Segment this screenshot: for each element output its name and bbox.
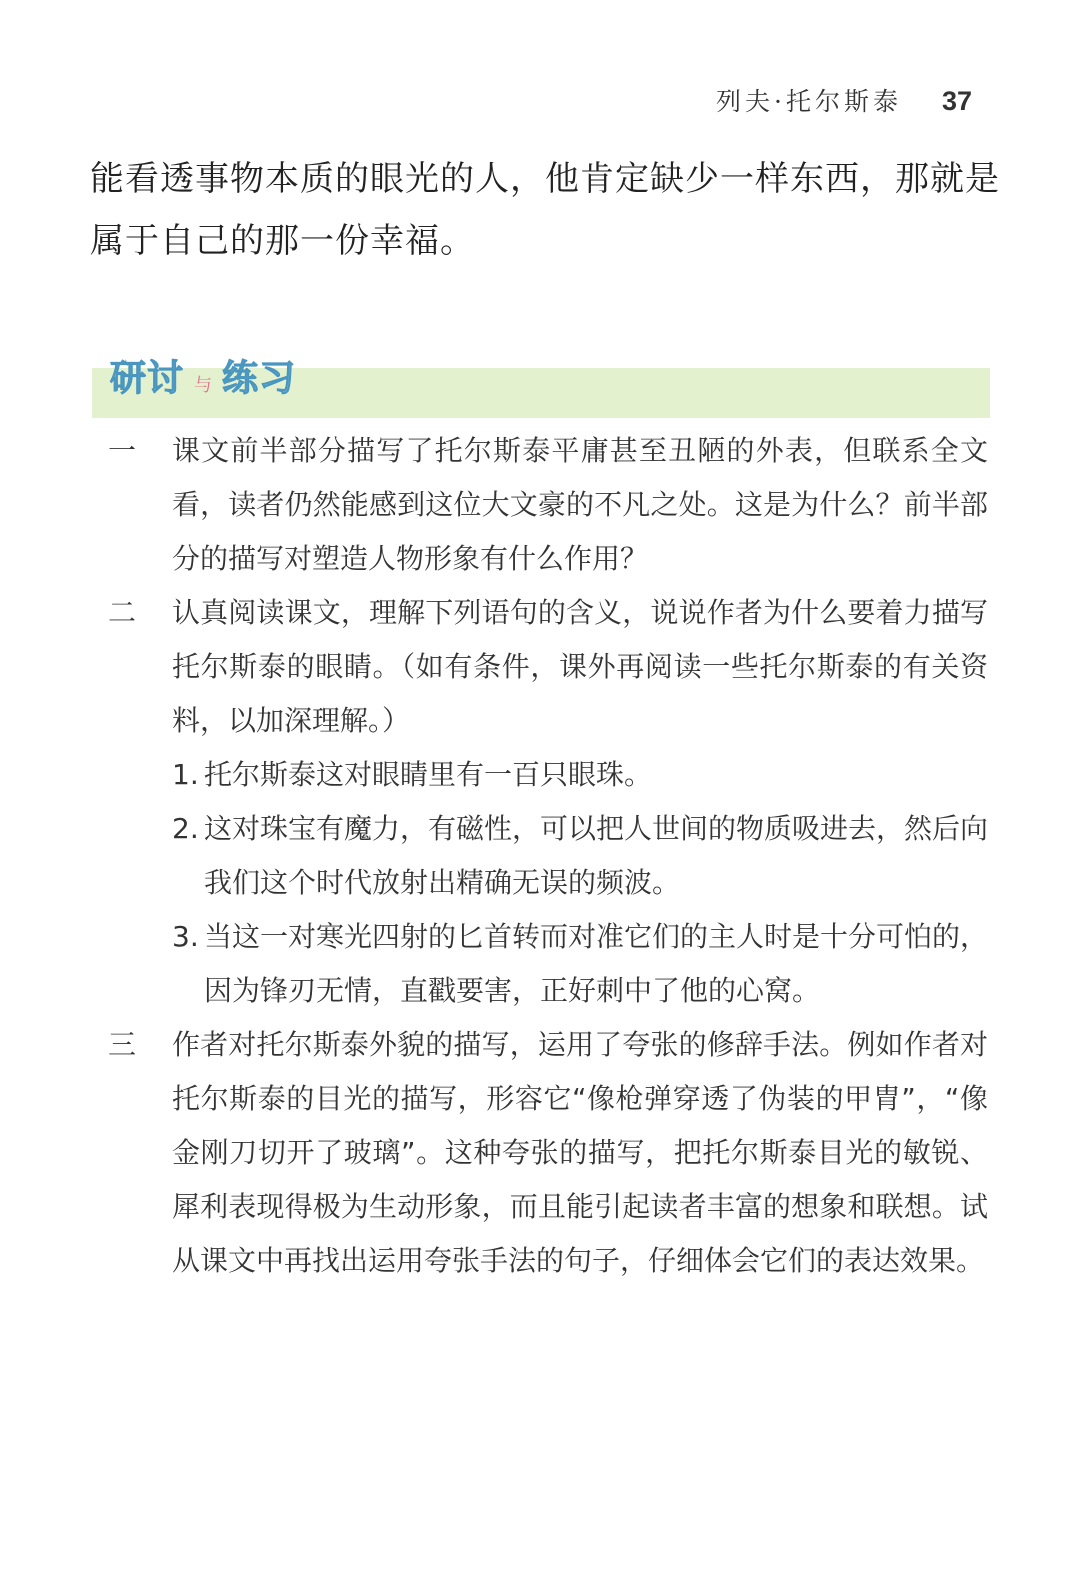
exercise-1 [108, 424, 988, 586]
sentence-text: 这对珠宝有魔力，有磁性，可以把人世间的物质吸进去，然后向我们这个时代放射出精确无误的频波。 [204, 812, 989, 899]
section-heading [110, 350, 296, 401]
exercise-text: 课文前半部分描写了托尔斯泰平庸甚至丑陋的外表，但联系全文看，读者仍然能感到这位大文豪的不凡之处。这是为什么？前半部分的描写对塑造人物形象有什么作用？ [172, 434, 988, 575]
exercise-3 [108, 1018, 988, 1288]
exercise-number: 二 [108, 596, 137, 629]
exercise-body [172, 1018, 988, 1288]
sentence-text: 当这一对寒光四射的匕首转而对准它们的主人时是十分可怕的，因为锋刃无情，直戳要害，正好刺中了他的心窝。 [204, 920, 989, 1007]
sentence-item [172, 748, 988, 802]
sentence-item [172, 910, 988, 1018]
running-title: 列夫·托尔斯泰 [716, 87, 902, 116]
section-heading-joiner: 与 [194, 375, 213, 396]
sentence-text: 托尔斯泰这对眼睛里有一百只眼珠。 [204, 758, 653, 791]
sentence-item [172, 802, 988, 910]
exercise-number: 三 [108, 1028, 137, 1061]
page-header [716, 82, 972, 118]
sentence-number: 3. [172, 920, 199, 953]
section-heading-word-1: 研讨 [110, 358, 185, 399]
section-heading-word-2: 练习 [222, 358, 297, 399]
intro-paragraph: 能看透事物本质的眼光的人，他肯定缺少一样东西，那就是属于自己的那一份幸福。 [90, 159, 1000, 261]
sentence-number: 1. [172, 758, 199, 791]
exercise-text: 认真阅读课文，理解下列语句的含义，说说作者为什么要着力描写托尔斯泰的眼睛。（如有条件，课外再阅读一些托尔斯泰的有关资料，以加深理解。） [172, 596, 988, 737]
exercise-list [108, 424, 988, 1288]
sentence-list [172, 748, 988, 1018]
exercise-number: 一 [108, 434, 137, 467]
exercise-body [172, 586, 988, 1018]
sentence-number: 2. [172, 812, 199, 845]
exercise-body [172, 424, 988, 586]
exercise-text: 作者对托尔斯泰外貌的描写，运用了夸张的修辞手法。例如作者对托尔斯泰的目光的描写，形容它“像枪弹穿透了伪装的甲胄”，“像金刚刀切开了玻璃”。这种夸张的描写，把托尔斯泰目光的敏锐、犀利表现得极为生动形象，而且能引起读者丰富的想象和联想。试从课文中再找出运用夸张手法的句子，仔细体会它们的表达效果。 [172, 1028, 988, 1277]
exercise-2 [108, 586, 988, 1018]
page-number: 37 [941, 86, 972, 116]
